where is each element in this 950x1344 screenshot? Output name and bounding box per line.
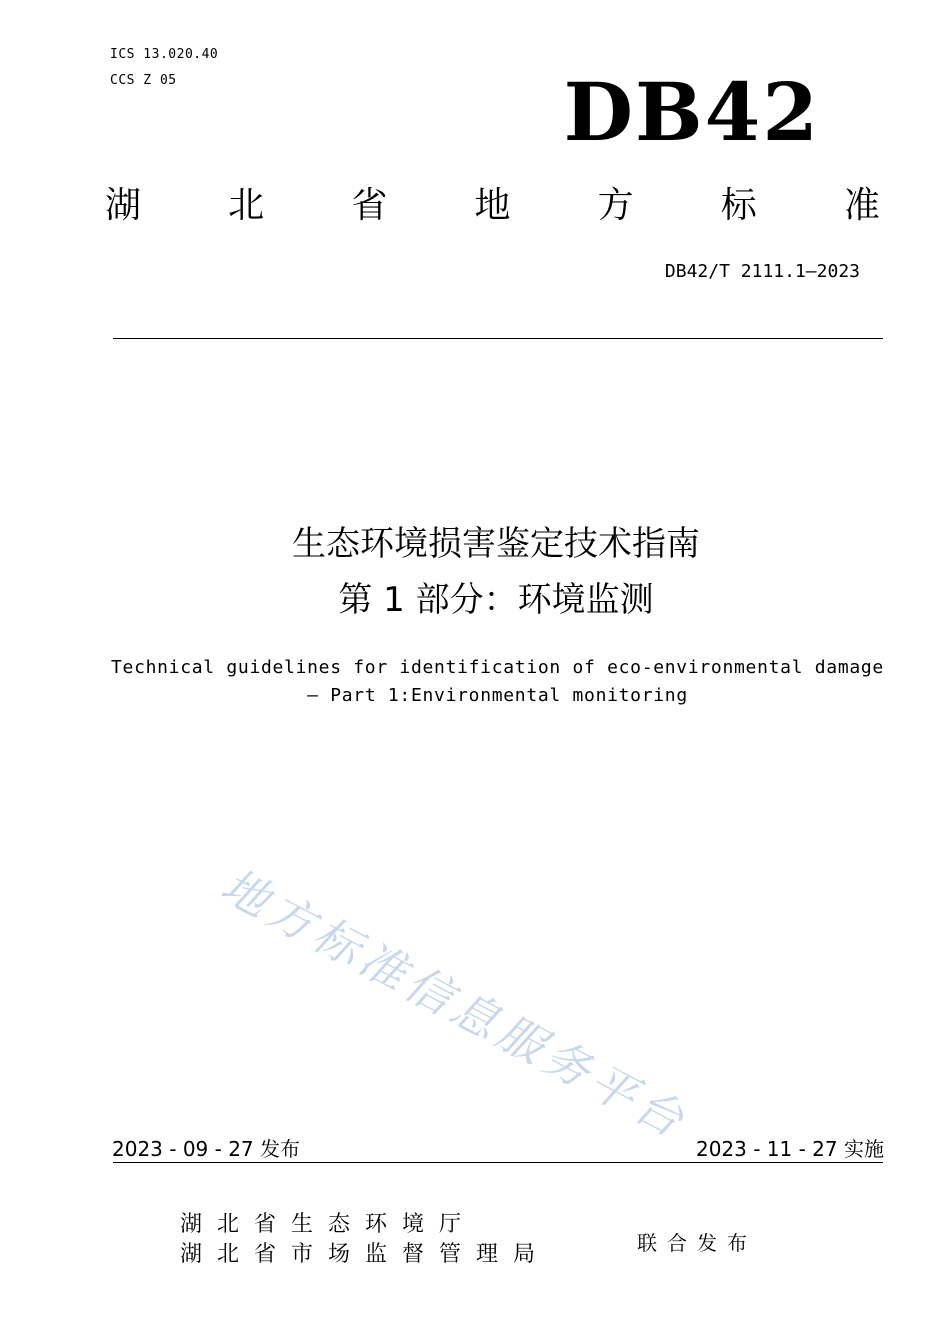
title-english-line1: Technical guidelines for identification of eco-environmental damage: [111, 657, 884, 678]
implementation-date: 2023 - 11 - 27 实施: [695, 1137, 884, 1161]
issuer-line: 湖北省生态环境厅: [180, 1212, 477, 1237]
standard-type-char: 省: [351, 185, 388, 226]
ccs-code: CCS Z 05: [110, 73, 177, 88]
standard-type-char: 标: [720, 185, 757, 226]
standard-type-char: 地: [474, 185, 511, 226]
standard-type-char: 准: [843, 185, 880, 226]
standard-brand-logo: DB42: [563, 65, 820, 159]
standard-type-char: 北: [228, 185, 265, 226]
issuing-authorities: [180, 1210, 550, 1270]
top-divider: [113, 338, 883, 339]
standard-type-heading: [105, 186, 880, 226]
standard-type-char: 方: [597, 185, 634, 226]
title-english-line2: — Part 1:Environmental monitoring: [307, 685, 688, 706]
watermark: 地方标准信息服务平台: [212, 857, 697, 1150]
issue-date: 2023 - 09 - 27 发布: [112, 1137, 301, 1161]
bottom-divider: [113, 1162, 883, 1163]
ics-code: ICS 13.020.40: [110, 47, 219, 62]
standard-number: DB42/T 2111.1—2023: [664, 261, 860, 282]
title-chinese-line2: 第 1 部分：环境监测: [338, 580, 654, 620]
title-chinese-line1: 生态环境损害鉴定技术指南: [292, 524, 700, 564]
standard-type-char: 湖: [105, 185, 142, 226]
joint-release-label: 联合发布: [637, 1231, 757, 1255]
issuer-line: 湖北省市场监督管理局: [180, 1242, 551, 1267]
